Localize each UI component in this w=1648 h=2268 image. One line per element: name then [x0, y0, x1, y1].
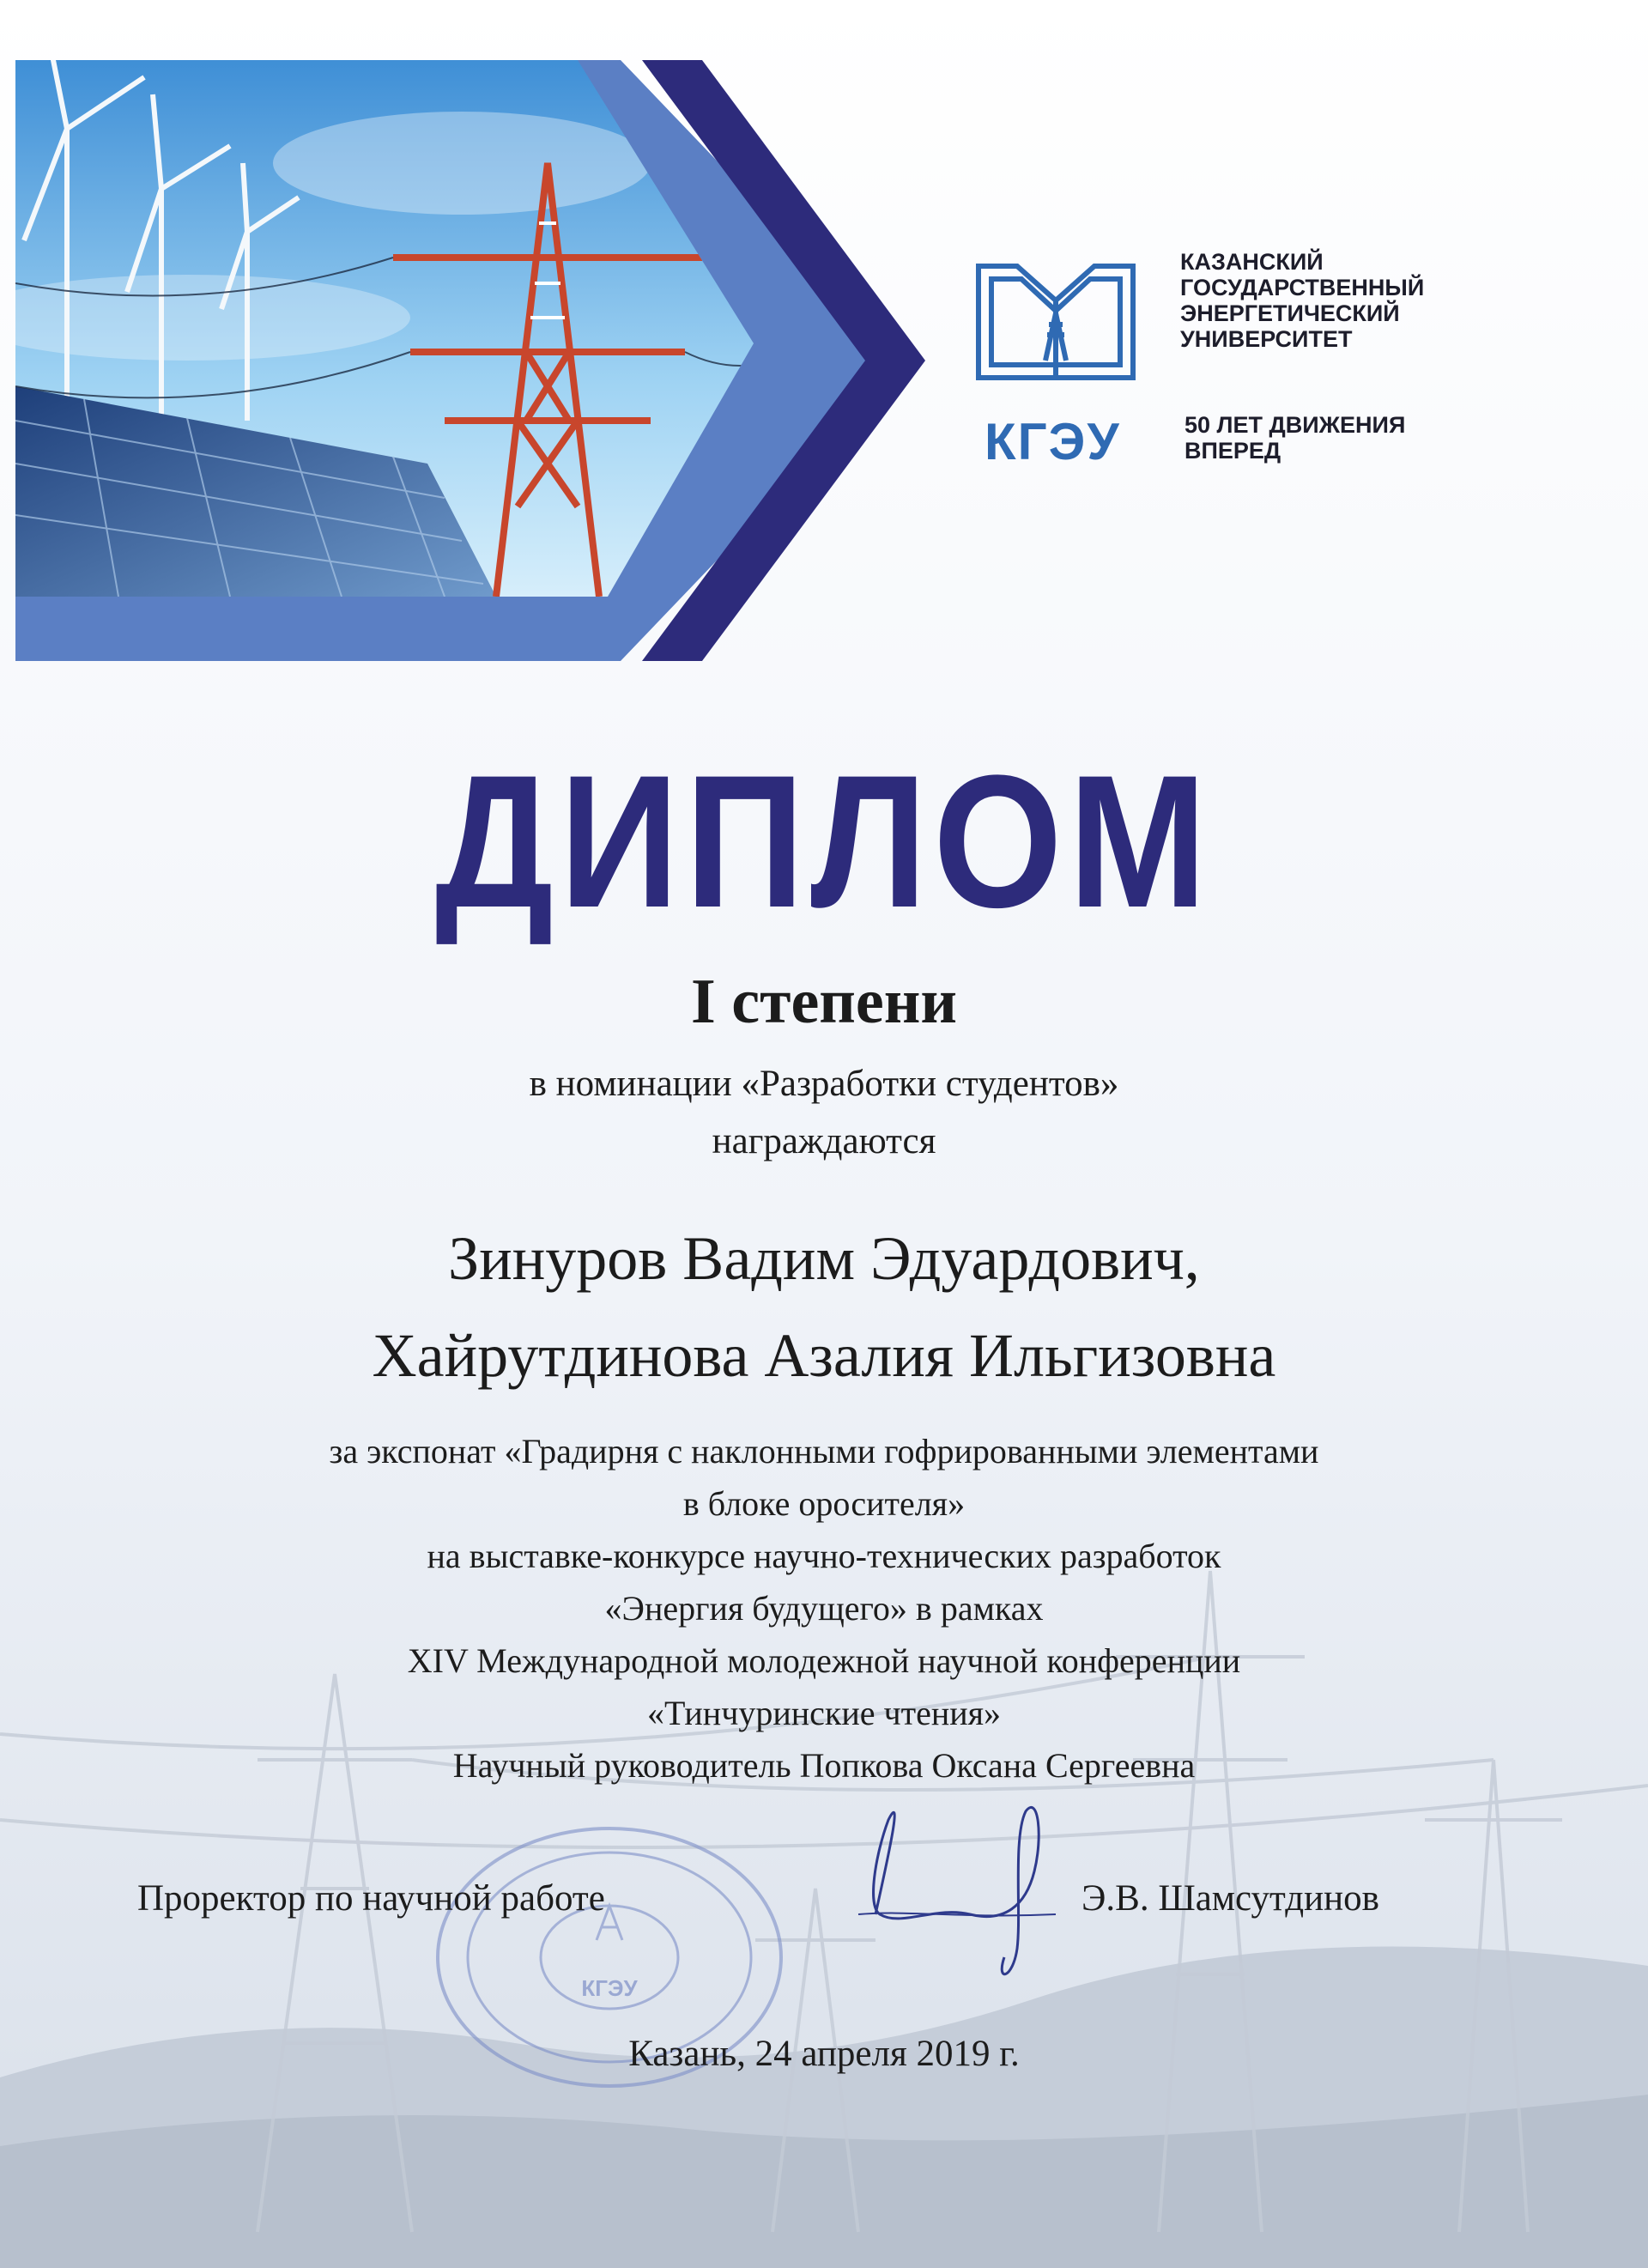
- place-date: Казань, 24 апреля 2019 г.: [628, 2034, 1020, 2074]
- signatory-name: Э.В. Шамсутдинов: [1082, 1878, 1379, 1919]
- diploma-title: ДИПЛОМ: [434, 736, 1214, 947]
- details-line: за экспонат «Градирня с наклонными гофрированными элементами: [329, 1432, 1319, 1471]
- university-name-line: УНИВЕРСИТЕТ: [1180, 326, 1353, 352]
- recipient-name: Зинуров Вадим Эдуардович,: [448, 1224, 1200, 1293]
- supervisor-line: Научный руководитель Попкова Оксана Сергеевна: [452, 1746, 1196, 1785]
- motto-line: ВПЕРЕД: [1184, 438, 1281, 464]
- details-line: «Энергия будущего» в рамках: [604, 1589, 1044, 1628]
- handwritten-signature: [841, 1786, 1099, 1992]
- university-name-line: КАЗАНСКИЙ: [1180, 249, 1324, 275]
- motto-line: 50 ЛЕТ ДВИЖЕНИЯ: [1184, 412, 1406, 438]
- recipient-name: Хайрутдинова Азалия Ильгизовна: [372, 1321, 1276, 1390]
- awarded-text: награждаются: [712, 1121, 936, 1161]
- signatory-position: Проректор по научной работе: [137, 1878, 605, 1919]
- details-line: «Тинчуринские чтения»: [646, 1694, 1002, 1732]
- kgeu-book-tower-icon: [970, 249, 1142, 395]
- nomination-text: в номинации «Разработки студентов»: [529, 1064, 1119, 1104]
- seal-abbreviation: КГЭУ: [581, 1975, 638, 2001]
- university-name-line: ЭНЕРГЕТИЧЕСКИЙ: [1180, 300, 1400, 326]
- details-line: XIV Международной молодежной научной конференции: [407, 1641, 1241, 1680]
- details-line: на выставке-конкурсе научно-технических разработок: [427, 1537, 1221, 1575]
- university-logo-block: [970, 249, 1622, 506]
- university-name: [1180, 249, 1424, 352]
- logo-abbreviation: КГЭУ: [985, 413, 1121, 470]
- university-name-line: ГОСУДАРСТВЕННЫЙ: [1180, 275, 1425, 300]
- banner-energy-image: [15, 60, 925, 661]
- diploma-degree: I степени: [690, 967, 958, 1037]
- details-line: в блоке оросителя»: [682, 1484, 966, 1523]
- university-motto: [1184, 412, 1405, 464]
